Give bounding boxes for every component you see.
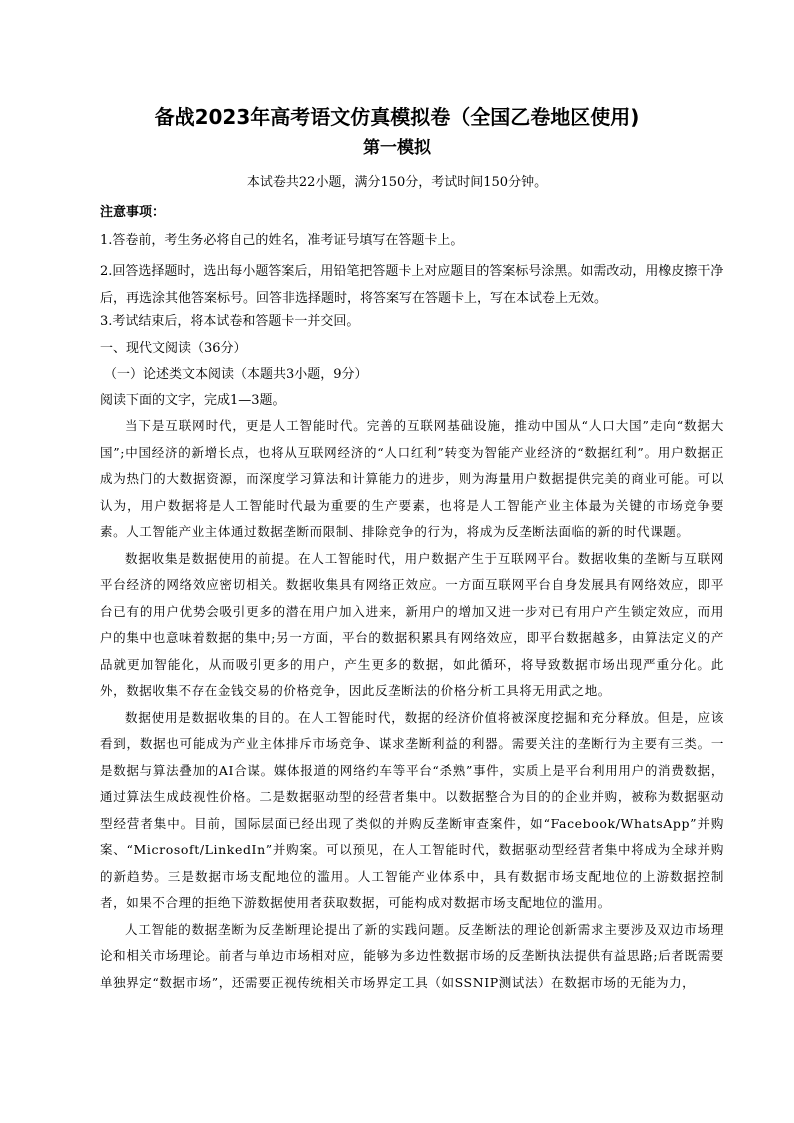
passage-paragraph-2: 数据收集是数据使用的前提。在人工智能时代，用户数据产生于互联网平台。数据收集的垄断与互联网平台经济的网络效应密切相关。数据收集具有网络正效应。一方面互联网平台自身发展具有网络效应，即平台已有的用户优势会吸引更多的潜在用户加入进来，新用户的增加又进一步对已有用户产生锁定效应，而用户的集中也意味着数据的集中;另一方面，平台的数据积累具有网络效应，即平台数据越多，由算法定义的产品就更加智能化，从而吸引更多的用户，产生更多的数据，如此循环，将导致数据市场出现严重分化。此外，数据收集不存在金钱交易的价格竞争，因此反垄断法的价格分析工具将无用武之地。 [100, 550, 724, 698]
notes-item-1: 1.答卷前，考生务必将自己的姓名，准考证号填写在答题卡上。 [100, 233, 464, 248]
exam-subtitle: 第一模拟 [363, 138, 431, 158]
reading-instruction: 阅读下面的文字，完成1—3题。 [100, 393, 286, 408]
passage-paragraph-4: 人工智能的数据垄断为反垄断理论提出了新的实践问题。反垄断法的理论创新需求主要涉及双边市场理论和相关市场理论。前者与单边市场相对应，能够为多边性数据市场的反垄断执法提供有益思路;后者既需要单独界定“数据市场”，还需要正视传统相关市场界定工具（如SSNIP测试法）在数据市场的无能为力， [100, 921, 724, 990]
notes-item-3: 3.考试结束后，将本试卷和答题卡一并交回。 [100, 314, 360, 329]
reading-passage [100, 413, 724, 996]
exam-info: 本试卷共22小题，满分150分，考试时间150分钟。 [246, 175, 548, 190]
notes-heading: 注意事项： [100, 205, 166, 220]
passage-paragraph-1: 当下是互联网时代，更是人工智能时代。完善的互联网基础设施，推动中国从“人口大国”走向“数据大国”;中国经济的新增长点，也将从互联网经济的“人口红利”转变为智能产业经济的“数据红利”。用户数据正成为热门的大数据资源，而深度学习算法和计算能力的进步，则为海量用户数据提供完美的商业可能。可以认为，用户数据将是人工智能时代最为重要的生产要素，也将是人工智能产业主体最为关键的市场竞争要素。人工智能产业主体通过数据垄断而限制、排除竞争的行为，将成为反垄断法面临的新的时代课题。 [100, 418, 724, 539]
notes-item-2: 2.回答选择题时，选出每小题答案后，用铅笔把答题卡上对应题目的答案标号涂黑。如需改动，用橡皮擦干净后，再选涂其他答案标号。回答非选择题时，将答案写在答题卡上，写在本试卷上无效。 [100, 264, 724, 306]
passage-paragraph-3: 数据使用是数据收集的目的。在人工智能时代，数据的经济价值将被深度挖掘和充分释放。但是，应该看到，数据也可能成为产业主体排斥市场竞争、谋求垄断利益的利器。需要关注的垄断行为主要有三类。一是数据与算法叠加的AI合谋。媒体报道的网络约车等平台“杀熟”事件，实质上是平台利用用户的消费数据，通过算法生成歧视性价格。二是数据驱动型的经营者集中。以数据整合为目的的企业并购，被称为数据驱动型经营者集中。目前，国际层面已经出现了类似的并购反垄断审查案件，如“Facebook/WhatsApp”并购案、“Microsoft/LinkedIn”并购案。可以预见，在人工智能时代，数据驱动型经营者集中将成为全球并购的新趋势。三是数据市场支配地位的滥用。人工智能产业体系中，具有数据市场支配地位的上游数据控制者，如果不合理的拒绝下游数据使用者获取数据，可能构成对数据市场支配地位的滥用。 [100, 709, 724, 910]
section-part1-subheading: （一）论述类文本阅读（本题共3小题，9分） [104, 367, 368, 382]
section-part1-heading: 一、现代文阅读（36分） [100, 341, 247, 356]
exam-title: 备战2023年高考语文仿真模拟卷（全国乙卷地区使用) [154, 105, 640, 129]
